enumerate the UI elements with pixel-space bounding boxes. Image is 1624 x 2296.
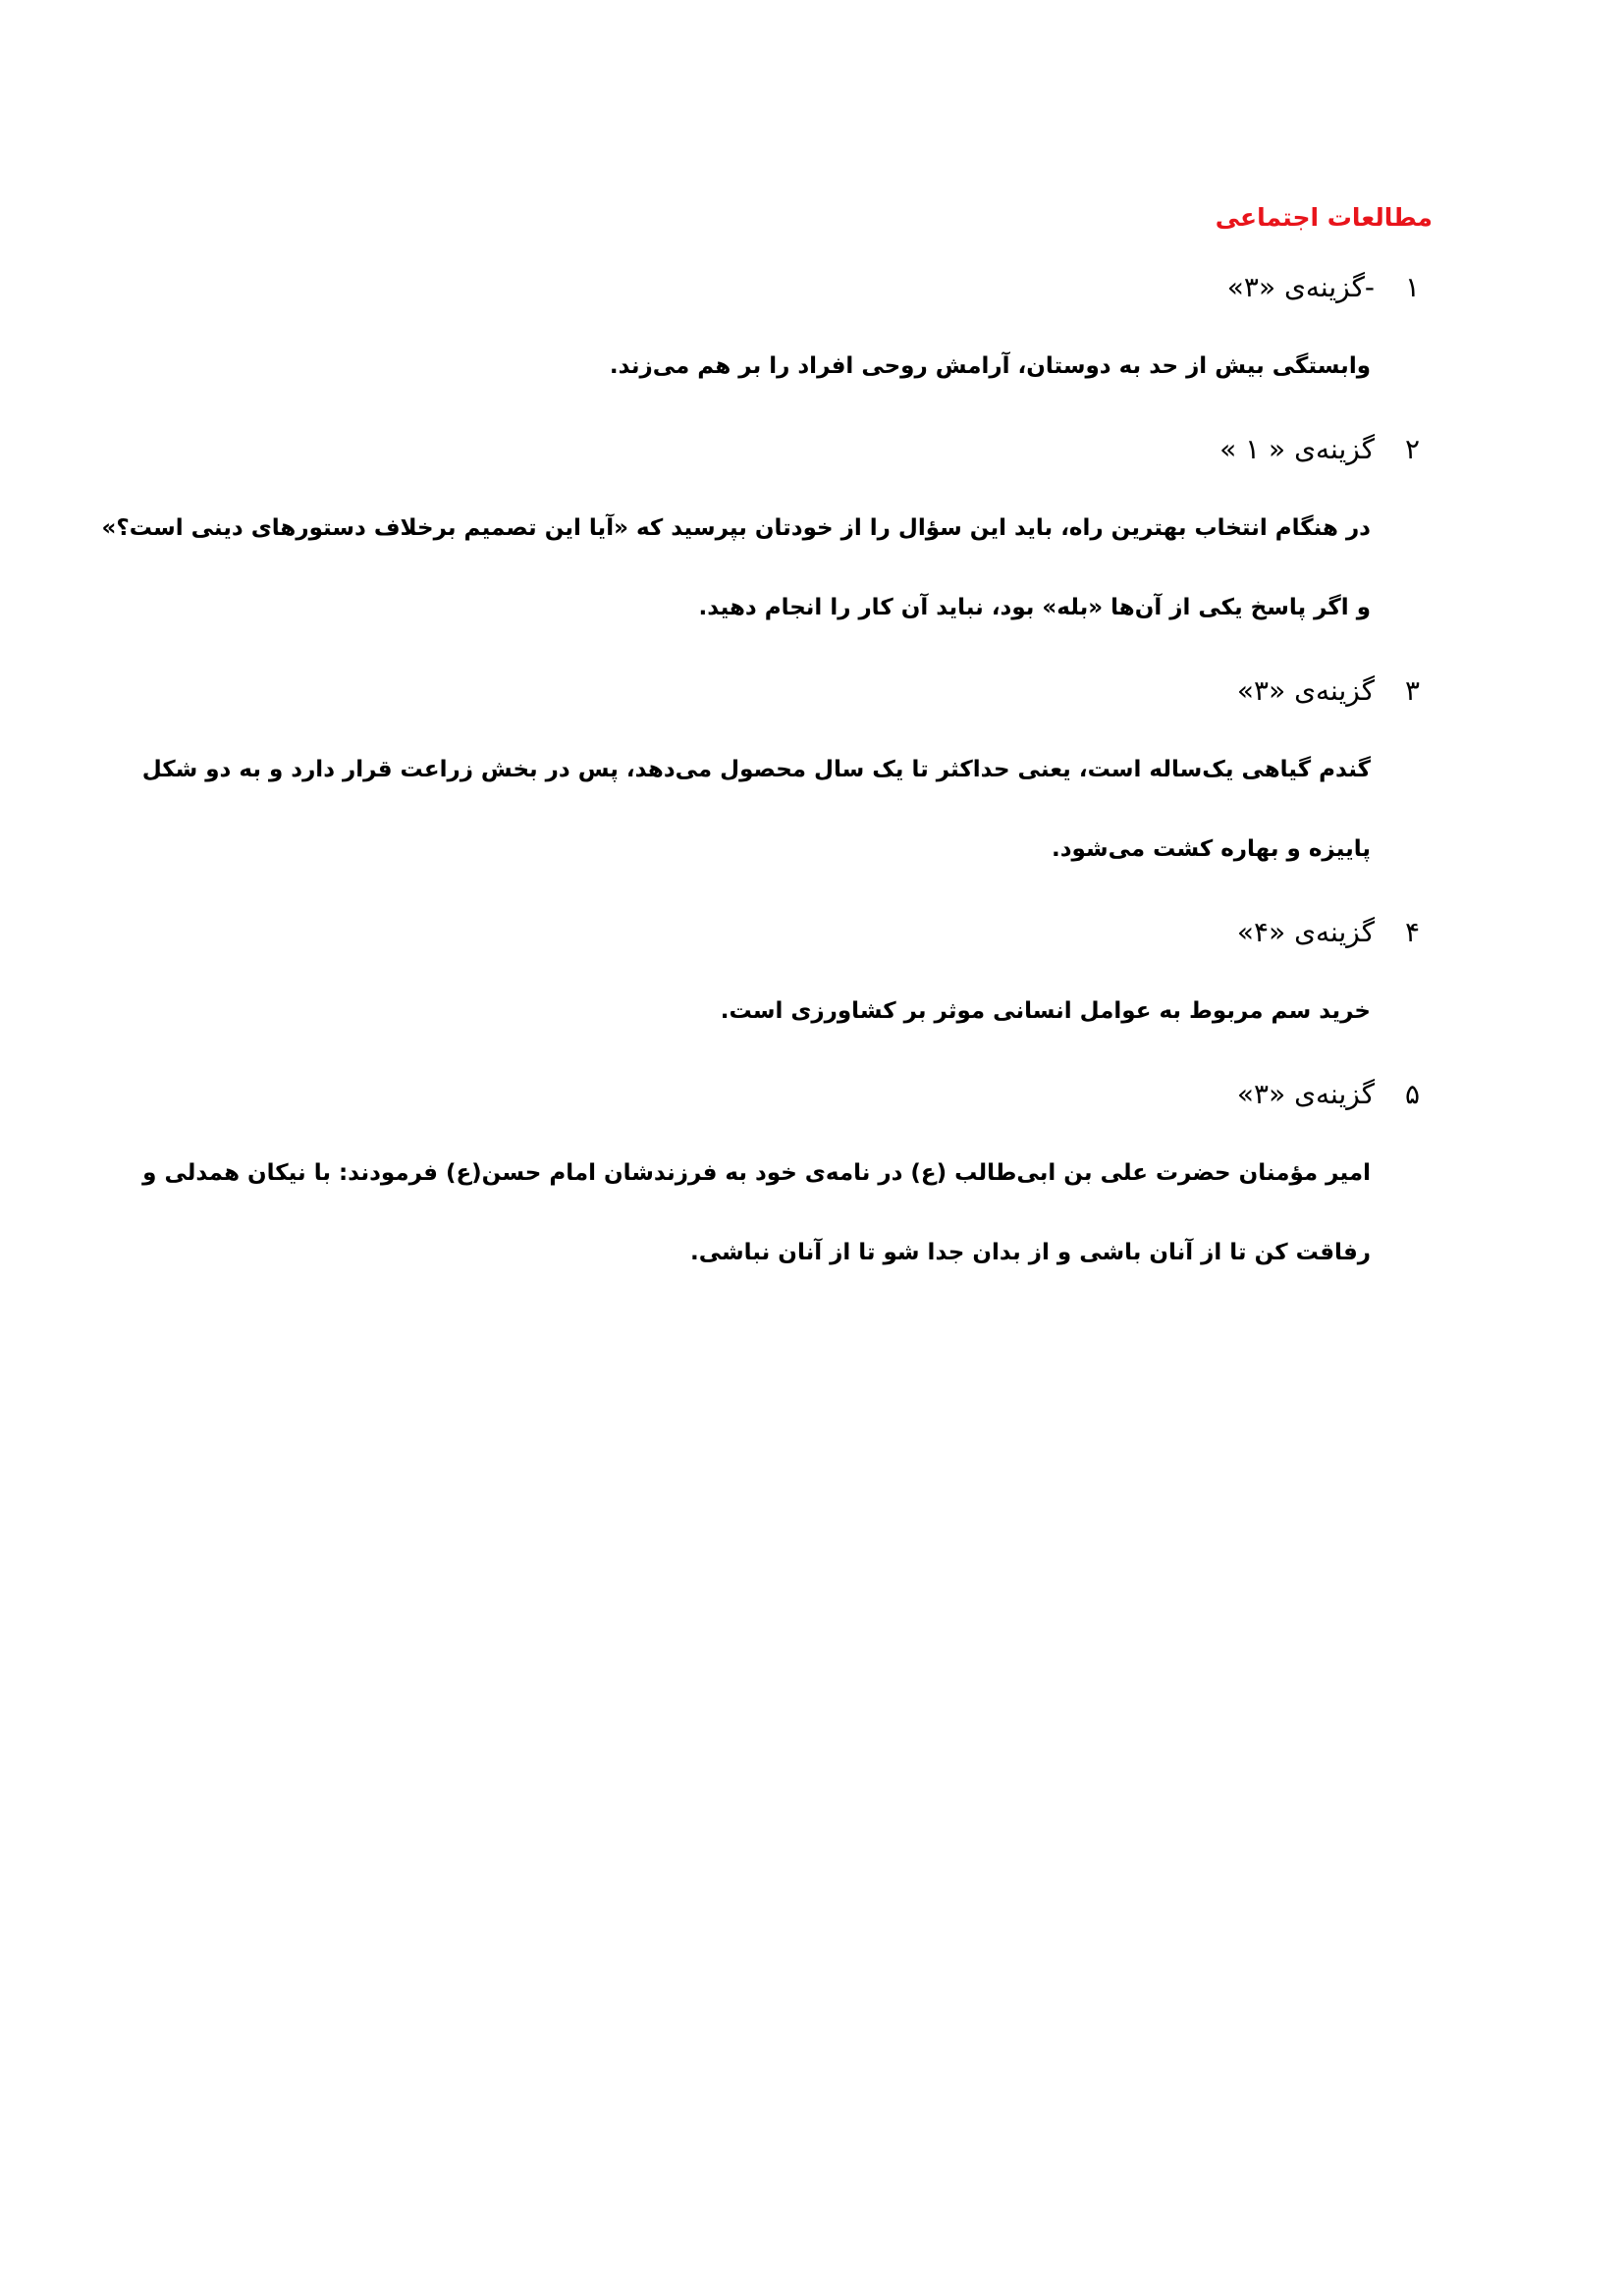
- answer-option-label: گزینه‌ی « ۱ »: [1219, 433, 1376, 465]
- answer-number: ۲: [1404, 433, 1420, 465]
- answer-heading-3: [732, 669, 1420, 713]
- explanation-line: پاییزه و بهاره کشت می‌شود.: [1052, 836, 1371, 862]
- answer-option-label: گزینه‌ی «۳»: [1236, 1078, 1376, 1110]
- answer-number: ۳: [1404, 674, 1420, 707]
- explanation-line: امیر مؤمنان حضرت علی بن ابی‌طالب (ع) در نامه‌ی خود به فرزندشان امام حسن(ع) فرمودند: با نیکان همدلی و: [142, 1160, 1371, 1186]
- explanation-line: خرید سم مربوط به عوامل انسانی موثر بر کشاورزی است.: [720, 998, 1371, 1024]
- answer-number: ۴: [1404, 916, 1420, 948]
- section-title: مطالعات اجتماعی: [1215, 203, 1433, 232]
- answer-option-label: گزینه‌ی «۳»: [1236, 674, 1376, 707]
- answer-number: ۱: [1404, 271, 1420, 303]
- answer-heading-1: [732, 266, 1420, 309]
- explanation-line: رفاقت کن تا از آنان باشی و از بدان جدا شو تا از آنان نباشی.: [690, 1240, 1371, 1265]
- answer-number: ۵: [1404, 1078, 1420, 1110]
- explanation-line: و اگر پاسخ یکی از آن‌ها «بله» بود، نباید آن کار را انجام دهید.: [698, 595, 1371, 620]
- explanation-line: وابستگی بیش از حد به دوستان، آرامش روحی افراد را بر هم می‌زند.: [609, 353, 1371, 379]
- answer-option-label: -گزینه‌ی «۳»: [1226, 271, 1376, 303]
- explanation-line: در هنگام انتخاب بهترین راه، باید این سؤال را از خودتان بپرسید که «آیا این تصمیم برخلاف دستورهای دینی است؟»: [101, 515, 1371, 541]
- answer-heading-2: [732, 428, 1420, 471]
- explanation-line: گندم گیاهی یک‌ساله است، یعنی حداکثر تا یک سال محصول می‌دهد، پس در بخش زراعت قرار دارد و به دو شکل: [141, 757, 1371, 782]
- answer-option-label: گزینه‌ی «۴»: [1236, 916, 1376, 948]
- answer-heading-4: [732, 911, 1420, 954]
- answer-heading-5: [732, 1073, 1420, 1116]
